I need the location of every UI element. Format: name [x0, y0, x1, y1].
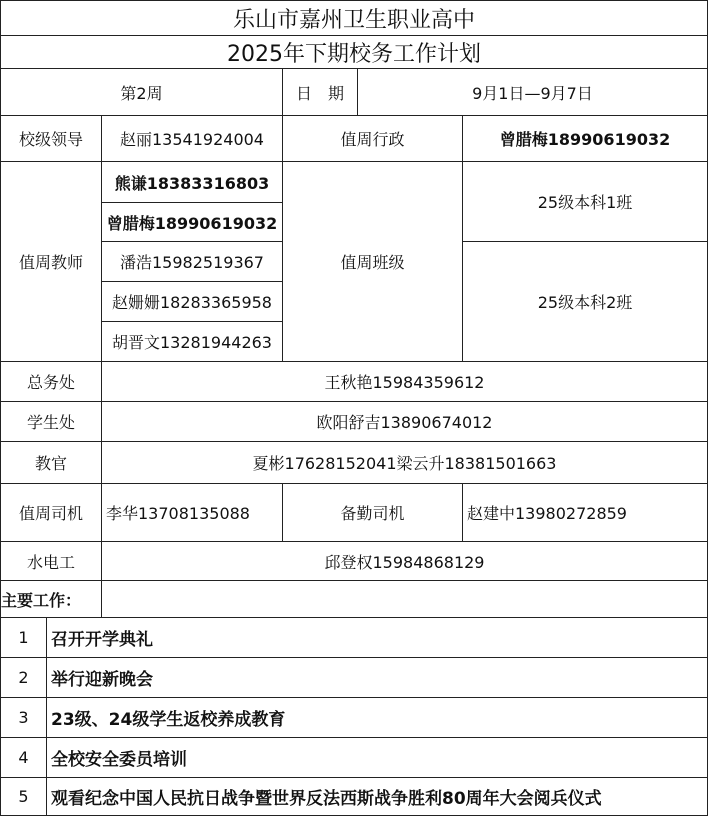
work-item-number: 5 [0, 777, 47, 816]
main-work-header-blank [101, 580, 708, 618]
backup-driver-value: 赵建中13980272859 [462, 483, 708, 542]
student-office-value: 欧阳舒吉13890674012 [101, 401, 708, 442]
teacher-item: 熊谦18383316803 [101, 161, 283, 203]
work-item-number: 3 [0, 697, 47, 738]
work-item-number: 2 [0, 657, 47, 698]
duty-class-item: 25级本科2班 [462, 241, 708, 362]
work-item-text: 全校安全委员培训 [46, 737, 708, 778]
duty-class-item: 25级本科1班 [462, 161, 708, 242]
leader-value: 赵丽13541924004 [101, 115, 283, 162]
general-affairs-label: 总务处 [0, 361, 102, 402]
plan-title: 2025年下期校务工作计划 [0, 35, 708, 69]
teacher-item: 赵姗姗18283365958 [101, 281, 283, 322]
driver-value: 李华13708135088 [101, 483, 283, 542]
main-work-label: 主要工作： [0, 580, 102, 618]
electrician-value: 邱登权15984868129 [101, 541, 708, 581]
duty-class-label: 值周班级 [282, 161, 463, 362]
work-item-number: 1 [0, 617, 47, 658]
date-range: 9月1日—9月7日 [357, 68, 708, 116]
instructor-value: 夏彬17628152041梁云升18381501663 [101, 441, 708, 484]
electrician-label: 水电工 [0, 541, 102, 581]
work-item-number: 4 [0, 737, 47, 778]
week-label: 第2周 [0, 68, 283, 116]
admin-label: 值周行政 [282, 115, 463, 162]
teacher-item: 曾腊梅18990619032 [101, 202, 283, 242]
backup-driver-label: 备勤司机 [282, 483, 463, 542]
school-name: 乐山市嘉州卫生职业高中 [0, 0, 708, 36]
driver-label: 值周司机 [0, 483, 102, 542]
instructor-label: 教官 [0, 441, 102, 484]
student-office-label: 学生处 [0, 401, 102, 442]
work-item-text: 召开开学典礼 [46, 617, 708, 658]
teacher-item: 胡晋文13281944263 [101, 321, 283, 362]
general-affairs-value: 王秋艳15984359612 [101, 361, 708, 402]
admin-value: 曾腊梅18990619032 [462, 115, 708, 162]
work-item-text: 举行迎新晚会 [46, 657, 708, 698]
work-item-text: 23级、24级学生返校养成教育 [46, 697, 708, 738]
work-item-text: 观看纪念中国人民抗日战争暨世界反法西斯战争胜利80周年大会阅兵仪式 [46, 777, 708, 816]
date-label: 日 期 [282, 68, 358, 116]
teacher-item: 潘浩15982519367 [101, 241, 283, 282]
teachers-label: 值周教师 [0, 161, 102, 362]
leader-label: 校级领导 [0, 115, 102, 162]
